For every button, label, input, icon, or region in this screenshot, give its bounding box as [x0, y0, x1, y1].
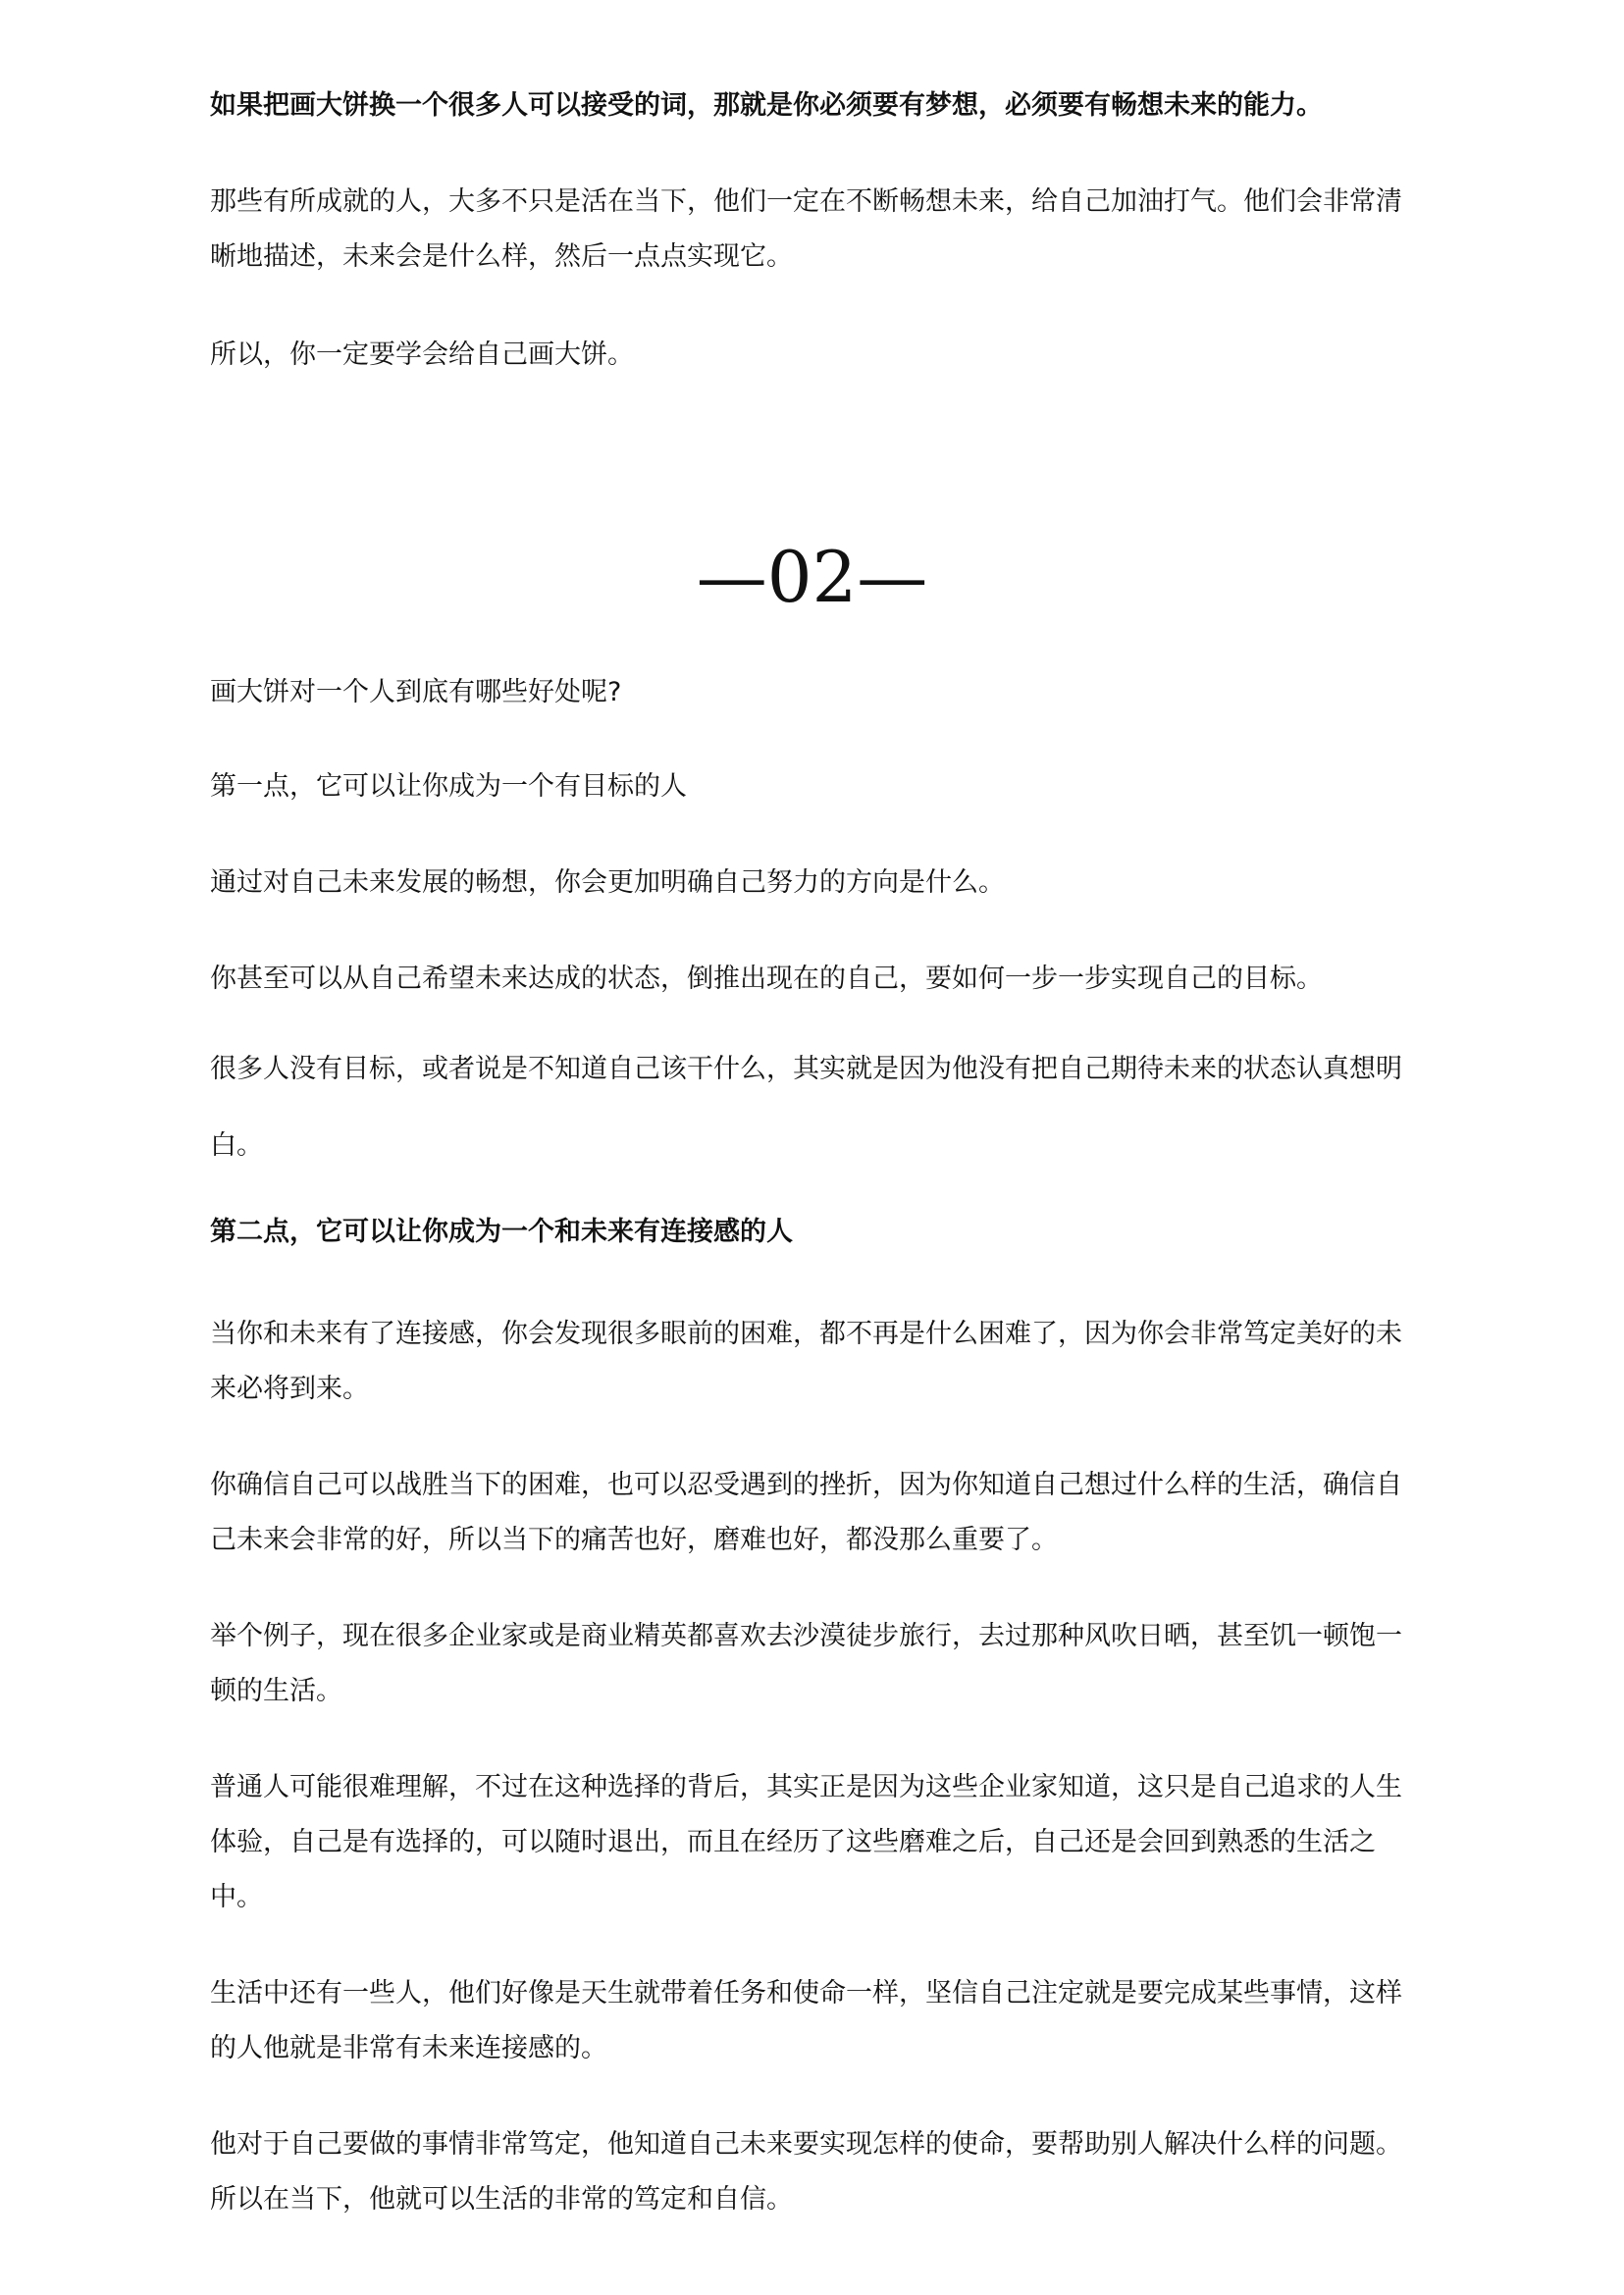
point2-title: 第二点，它可以让你成为一个和未来有连接感的人: [210, 1217, 793, 1247]
paragraph-conclusion: 所以，你一定要学会给自己画大饼。: [210, 339, 634, 370]
point2-paragraph-3: 举个例子，现在很多企业家或是商业精英都喜欢去沙漠徒步旅行，去过那种风吹日晒，甚至饥一顿饱一顿的生活。: [210, 1621, 1402, 1706]
point2-paragraph-4: 普通人可能很难理解，不过在这种选择的背后，其实正是因为这些企业家知道，这只是自己追求的人生体验，自己是有选择的，可以随时退出，而且在经历了这些磨难之后，自己还是会回到熟悉的生活之中。: [210, 1772, 1402, 1912]
paragraph-achievers: 那些有所成就的人，大多不只是活在当下，他们一定在不断畅想未来，给自己加油打气。他们会非常清晰地描述，未来会是什么样，然后一点点实现它。: [210, 186, 1402, 272]
point1-title: 第一点，它可以让你成为一个有目标的人: [210, 771, 687, 802]
point2-paragraph-6: 他对于自己要做的事情非常笃定，他知道自己未来要实现怎样的使命，要帮助别人解决什么样的问题。所以在当下，他就可以生活的非常的笃定和自信。: [210, 2129, 1402, 2215]
point2-paragraph-5: 生活中还有一些人，他们好像是天生就带着任务和使命一样，坚信自己注定就是要完成某些事情，这样的人他就是非常有未来连接感的。: [210, 1978, 1402, 2063]
point2-paragraph-2: 你确信自己可以战胜当下的困难，也可以忍受遇到的挫折，因为你知道自己想过什么样的生活，确信自己未来会非常的好，所以当下的痛苦也好，磨难也好，都没那么重要了。: [210, 1470, 1402, 1555]
point2-paragraph-1: 当你和未来有了连接感，你会发现很多眼前的困难，都不再是什么困难了，因为你会非常笃定美好的未来必将到来。: [210, 1319, 1402, 1404]
bold-intro-line: 如果把画大饼换一个很多人可以接受的词，那就是你必须要有梦想，必须要有畅想未来的能力。: [210, 90, 1323, 121]
point1-paragraph-1: 通过对自己未来发展的畅想，你会更加明确自己努力的方向是什么。: [210, 867, 1005, 898]
section-separator-02: —02—: [696, 536, 928, 618]
point1-paragraph-3: 很多人没有目标，或者说是不知道自己该干什么，其实就是因为他没有把自己期待未来的状态认真想明白。: [210, 1054, 1402, 1161]
paragraph-question: 画大饼对一个人到底有哪些好处呢?: [210, 677, 622, 707]
point1-paragraph-2: 你甚至可以从自己希望未来达成的状态，倒推出现在的自己，要如何一步一步实现自己的目标。: [210, 964, 1323, 994]
